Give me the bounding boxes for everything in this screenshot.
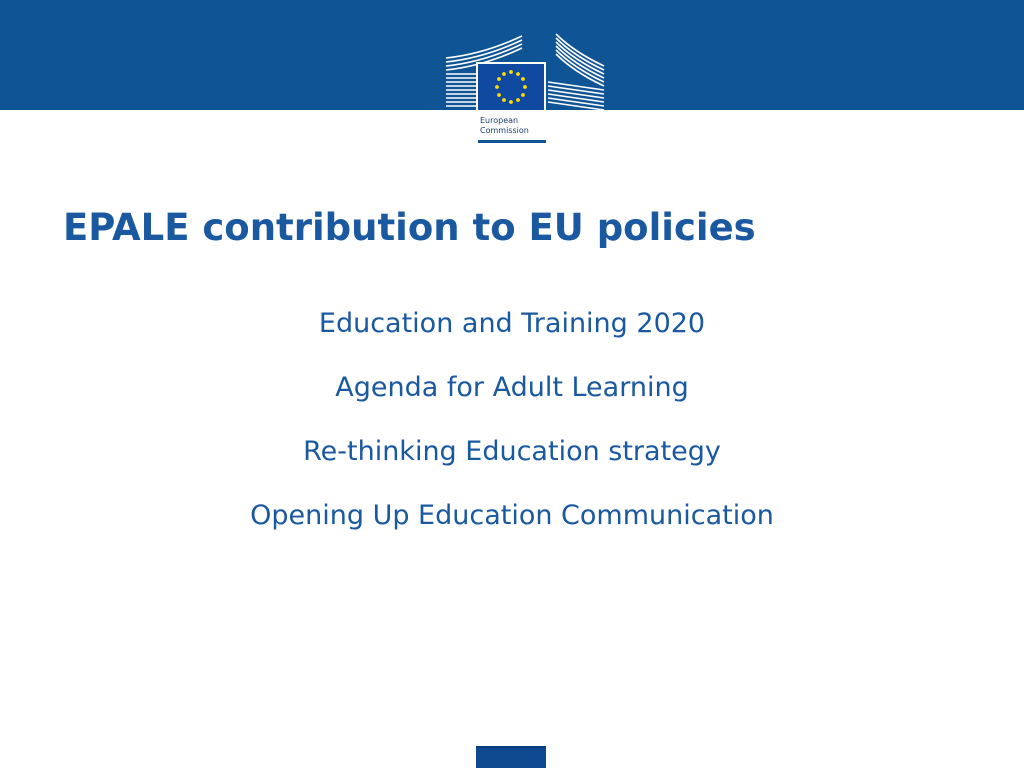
logo-underline bbox=[478, 140, 546, 143]
list-item: Agenda for Adult Learning bbox=[335, 372, 689, 403]
list-item: Education and Training 2020 bbox=[318, 308, 706, 339]
policy-list bbox=[112, 306, 912, 562]
building-right-lines bbox=[548, 34, 604, 110]
logo-text-line1: European bbox=[480, 116, 519, 125]
logo-text bbox=[480, 116, 550, 136]
logo-text-line2: Commission bbox=[480, 126, 529, 135]
slide-title: EPALE contribution to EU policies bbox=[63, 206, 756, 249]
list-item: Re-thinking Education strategy bbox=[303, 436, 721, 467]
footer-flag-tab bbox=[476, 746, 546, 768]
list-item: Opening Up Education Communication bbox=[250, 500, 774, 531]
